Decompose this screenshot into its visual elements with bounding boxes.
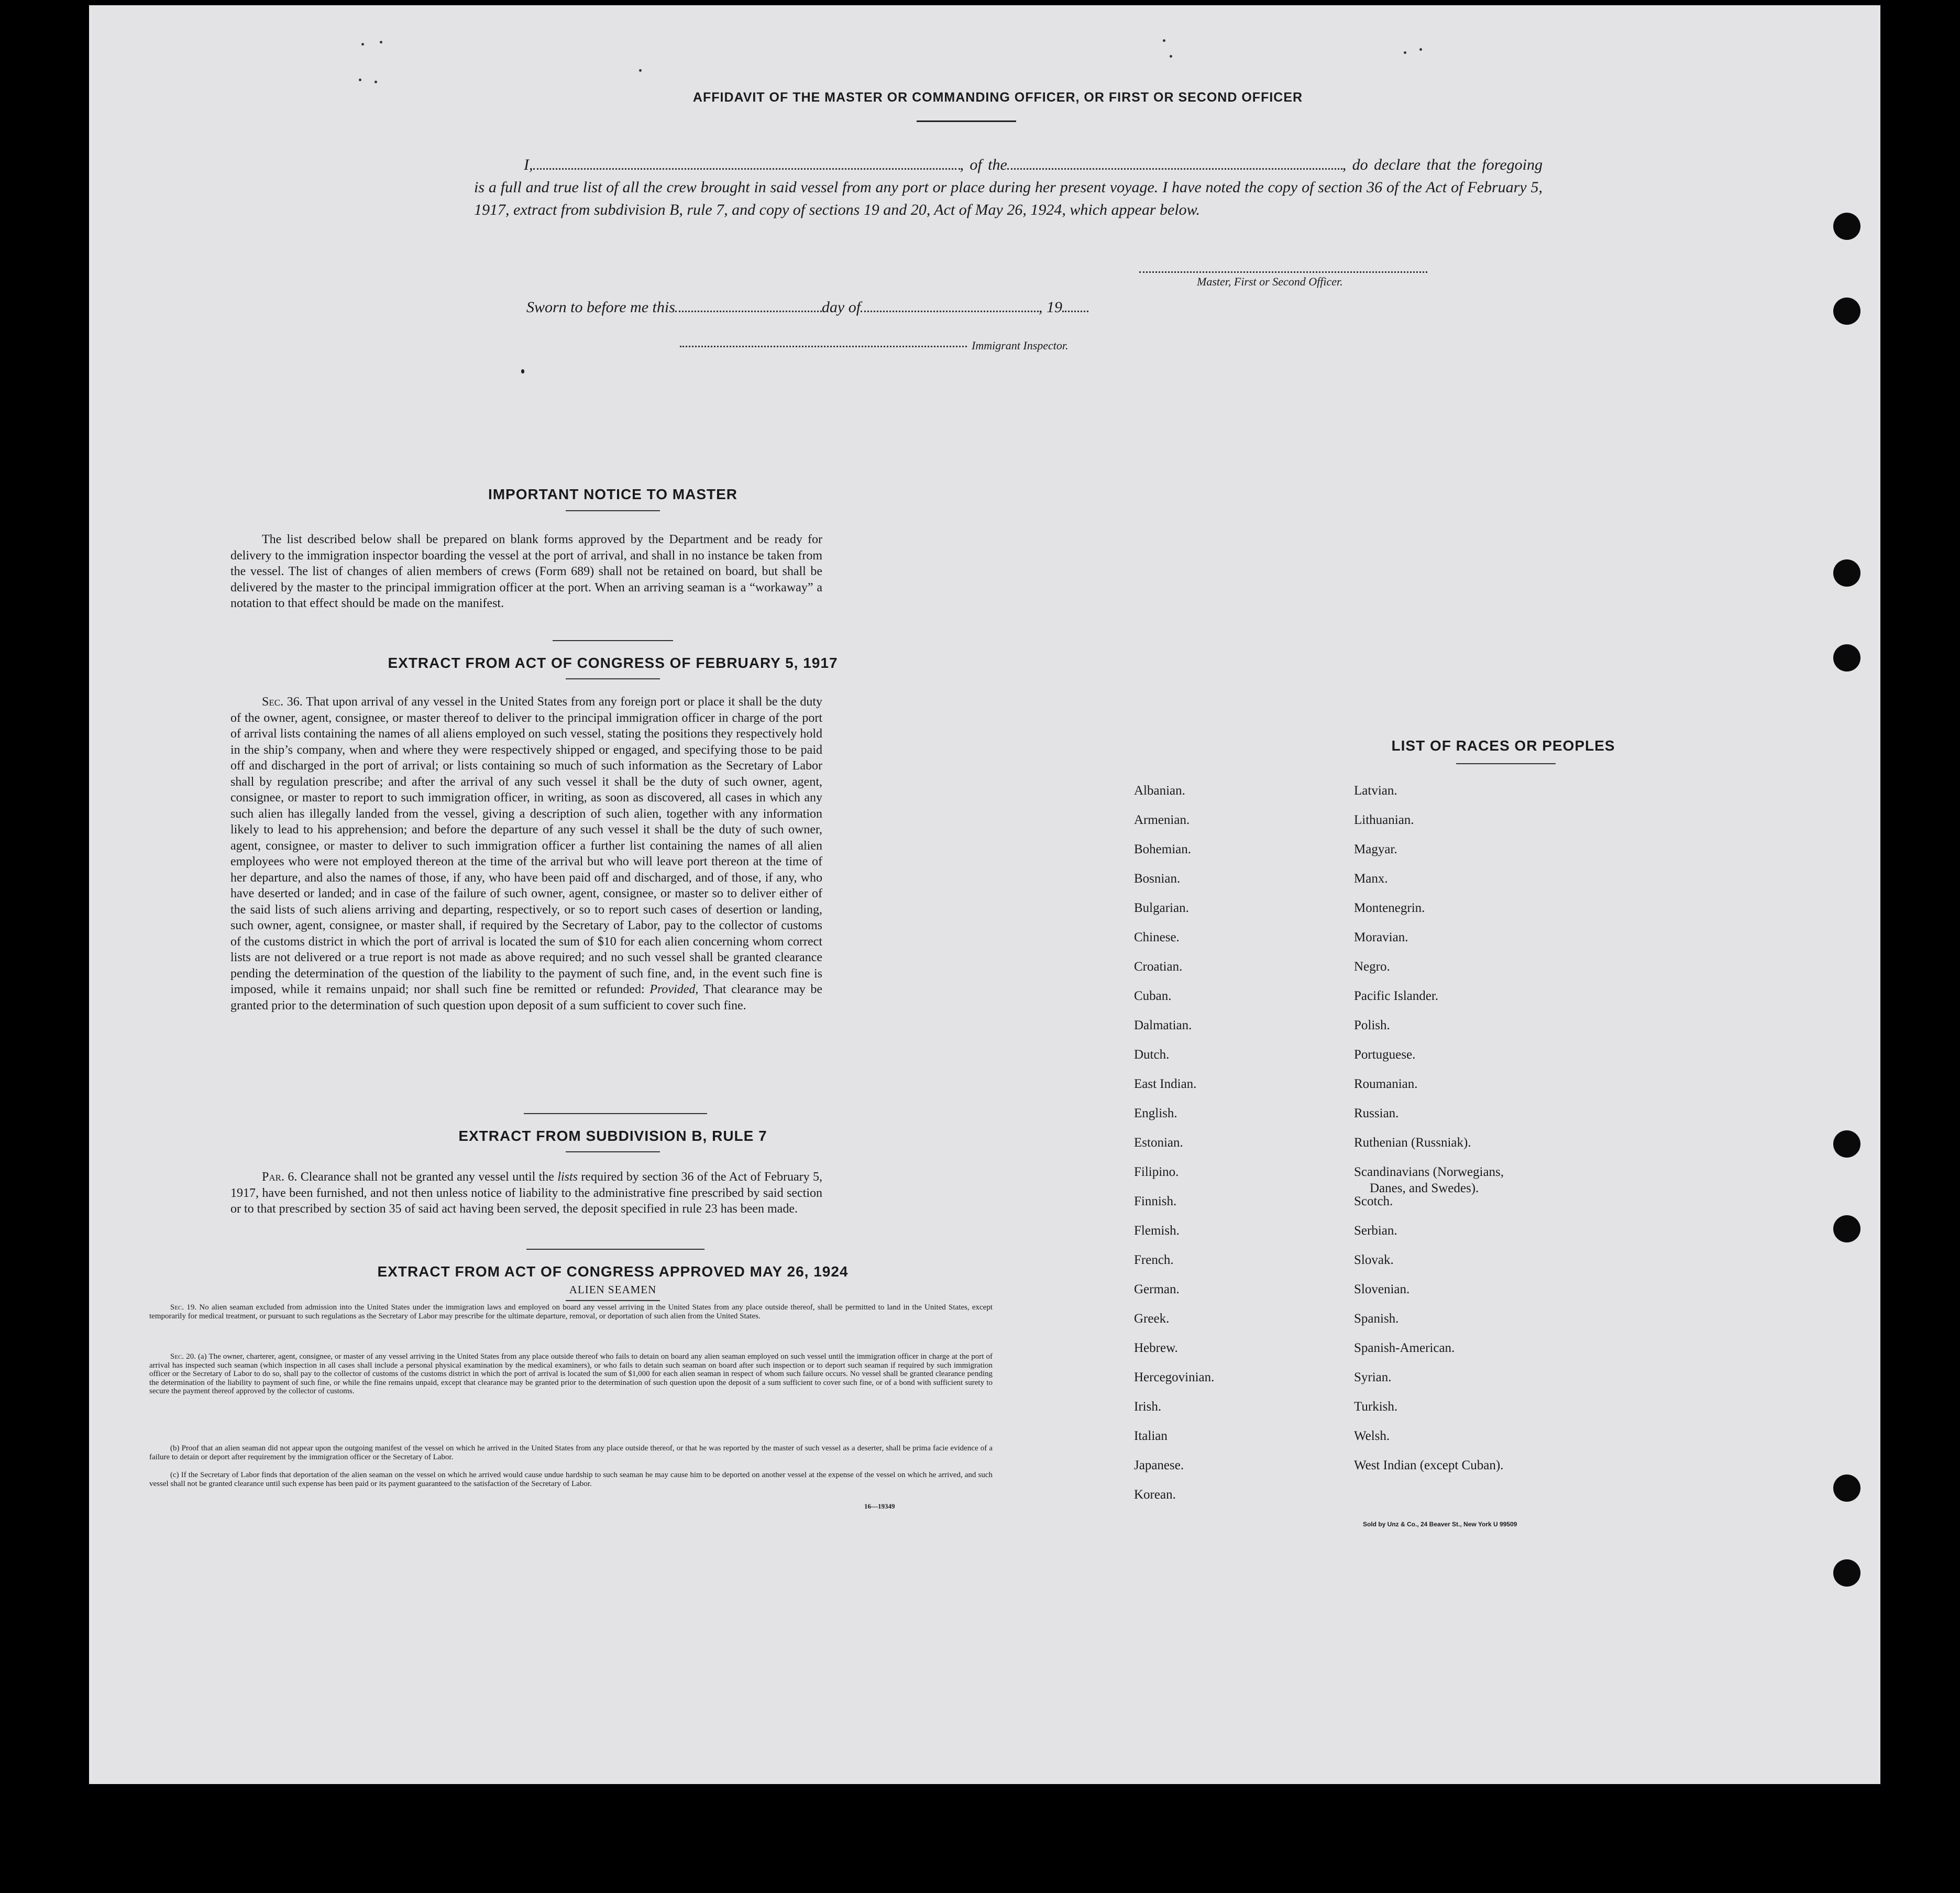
race-item: Hebrew.	[1134, 1341, 1178, 1355]
year-label: , 19	[1039, 299, 1063, 316]
race-item: Chinese.	[1134, 930, 1180, 944]
race-item: Bulgarian.	[1134, 901, 1189, 915]
act-1917-divider	[524, 1113, 707, 1114]
race-item: Filipino.	[1134, 1165, 1179, 1179]
act-1924-sec19	[149, 1303, 993, 1320]
race-item: Ruthenian (Russniak).	[1354, 1136, 1471, 1150]
race-item: Magyar.	[1354, 842, 1397, 856]
race-item: Pacific Islander.	[1354, 989, 1439, 1003]
notice-text: The list described below shall be prepared on blank forms approved by the Department and be ready for delivery to the immigration inspector boarding the vessel at the port of arrival, and shall in no instance be taken from the vessel. The list of changes of alien members of crews (Form 689) shall not be retained on board, but shall be delivered by the master to the principal immigration officer at the port. When an arriving seaman is a “workaway” a notation to that effect should be made on the manifest.	[230, 533, 822, 610]
race-item: Estonian.	[1134, 1136, 1183, 1150]
binder-hole-icon	[1833, 1215, 1860, 1242]
race-item: Negro.	[1354, 960, 1390, 974]
race-item: Welsh.	[1354, 1429, 1390, 1443]
par6-text-b: required by section 36 of the Act of February 5, 1917, have been furnished, and not then unless notice of liability to the administrative fine prescribed by said section or to that prescribed by section 35 of said act having been served, the deposit specified in rule 23 has been made.	[230, 1170, 823, 1216]
sec19-text: No alien seaman excluded from admission into the United States under the immigration laws and employed on board any vessel arriving in the United States from any place outside thereof, shall be permitted to land in the United States, except temporarily for medical treatment, or pursuant to such regulations as the Secretary of Labor may prescribe for the ultimate departure, removal, or deportation of such alien from the United States.	[149, 1303, 993, 1320]
par6-text-a: Clearance shall not be granted any vessel until the	[300, 1170, 554, 1184]
race-item: Bosnian.	[1134, 872, 1181, 886]
affidavit-title: AFFIDAVIT OF THE MASTER OR COMMANDING OFFICER, OR FIRST OR SECOND OFFICER	[692, 90, 1303, 105]
sec36-label: Sec. 36.	[262, 695, 303, 709]
binder-hole-icon	[1833, 1130, 1860, 1158]
race-item: Greek.	[1134, 1312, 1170, 1326]
race-item: Serbian.	[1354, 1224, 1397, 1238]
par6-lists: lists	[557, 1170, 578, 1184]
alien-seamen-subtitle: ALIEN SEAMEN	[569, 1283, 657, 1296]
race-item: English.	[1134, 1106, 1177, 1120]
do-declare-label: , do declare	[1342, 156, 1421, 173]
race-item: Hercegovinian.	[1134, 1370, 1215, 1384]
act-1924-sec20b: (b) Proof that an alien seaman did not appear upon the outgoing manifest of the vessel on which he arrived in the United States from any place outside thereof, or that he was reported by the master of such vessel as a deserter, shall be prima facie evidence of a failure to detain or deport after requirement by the immigration officer or the Secretary of Labor.	[149, 1444, 993, 1461]
par6-label: Par. 6.	[262, 1170, 298, 1184]
race-item: Dalmatian.	[1134, 1018, 1192, 1032]
race-item: West Indian (except Cuban).	[1354, 1458, 1504, 1472]
race-item: East Indian.	[1134, 1077, 1197, 1091]
of-the-label: , of the	[960, 156, 1007, 173]
sec36-text-a: That upon arrival of any vessel in the United States from any foreign port or place it shall be the duty of the owner, agent, consignee, or master thereof to deliver to the principal immigration officer in charge of the port of arrival lists containing the names of all aliens employed on such vessel, stating the positions they respectively hold in the ship’s company, when and where they were respectively shipped or engaged, and specifying those to be paid off and discharged in the port of arrival; or lists containing so much of such information as the Secretary of Labor shall by regulation prescribe; and after the arrival of any such vessel it shall be the duty of such owner, agent, consignee, or master to report to such immigration officer, in writing, as soon as discovered, all cases in which any such alien has illegally landed from the vessel, giving a description of such alien, together with any information likely to lead to his apprehension; and before the departure of any such vessel it shall be the duty of such owner, agent, consignee, or master to deliver to such immigration officer a further list containing the names of all alien employees who were not employed thereon at the time of the arrival but who will leave port thereon at the time of her departure, and also the names of those, if any, who have been paid off and discharged, and of those, if any, who have deserted or landed; and in case of the failure of such owner, agent, consignee, or master so to deliver either of the said lists of such aliens arriving and departing, respectively, or so to report such cases of desertion or landing, such owner, agent, consignee, or master shall, if required by the Secretary of Labor, pay to the collector of customs of the customs district in which the port of arrival is located the sum of $10 for each alien concerning whom correct lists are not delivered or a true report is not made as above required; and no such vessel shall be granted clearance pending the determination of the question of the liability to the payment of such fine, and, in the event such fine is imposed, while it remains unpaid; nor shall such fine be remitted or refunded:	[230, 695, 822, 996]
race-item: Russian.	[1354, 1106, 1399, 1120]
race-item: Scotch.	[1354, 1194, 1393, 1208]
rule7-title: EXTRACT FROM SUBDIVISION B, RULE 7	[458, 1128, 767, 1144]
master-signature-line[interactable]	[1139, 271, 1427, 273]
speck	[375, 81, 377, 83]
speck	[1419, 48, 1422, 51]
race-item: Portuguese.	[1354, 1048, 1416, 1062]
speck	[639, 69, 642, 72]
sworn-day-blank[interactable]	[675, 299, 822, 312]
title-rule	[917, 120, 1016, 122]
race-item: Dutch.	[1134, 1048, 1170, 1062]
act-1917-title: EXTRACT FROM ACT OF CONGRESS OF FEBRUARY 5, 1917	[388, 655, 838, 671]
race-item: Montenegrin.	[1354, 901, 1425, 915]
sec36-text-b: That clearance may be granted prior to the determination of such question upon deposit of a sum sufficient to cover such fine.	[230, 983, 823, 1012]
sworn-line	[526, 299, 1088, 316]
race-item: Syrian.	[1354, 1370, 1392, 1384]
stray-mark	[521, 369, 524, 373]
day-of-label: day of	[821, 299, 861, 316]
race-item: Manx.	[1354, 872, 1388, 886]
document-page	[89, 5, 1880, 1784]
speck	[1170, 55, 1172, 58]
race-item: German.	[1134, 1282, 1180, 1296]
inspector-signature-line[interactable]	[680, 346, 967, 347]
speck	[380, 41, 382, 43]
act-1917-sec36	[230, 694, 822, 1014]
race-item: Japanese.	[1134, 1458, 1184, 1472]
race-item: Albanian.	[1134, 784, 1185, 798]
speck	[361, 43, 364, 46]
race-item: Croatian.	[1134, 960, 1183, 974]
name-blank[interactable]	[533, 157, 960, 170]
rule7-divider	[526, 1249, 704, 1250]
sec20-label: Sec. 20.	[170, 1352, 196, 1361]
sec19-label: Sec. 19.	[170, 1303, 197, 1312]
binder-hole-icon	[1833, 1474, 1860, 1502]
notice-rule	[566, 510, 660, 511]
speck	[359, 79, 361, 81]
act-1924-title: EXTRACT FROM ACT OF CONGRESS APPROVED MAY 26, 1924	[377, 1263, 849, 1280]
speck	[1163, 39, 1165, 42]
form-number: 16—19349	[864, 1502, 895, 1510]
affidavit-declaration	[474, 153, 1543, 221]
race-item: Slovak.	[1354, 1253, 1394, 1267]
speck	[1404, 51, 1406, 54]
race-item: Spanish-American.	[1354, 1341, 1455, 1355]
race-item: Cuban.	[1134, 989, 1172, 1003]
binder-hole-icon	[1833, 1559, 1860, 1587]
race-item: Polish.	[1354, 1018, 1390, 1032]
sworn-label: Sworn to before me this	[526, 299, 675, 316]
binder-hole-icon	[1833, 559, 1860, 587]
rule7-rule	[566, 1151, 660, 1152]
race-item: Danes, and Swedes).	[1370, 1181, 1479, 1195]
seller-imprint: Sold by Unz & Co., 24 Beaver St., New York U 99509	[1363, 1521, 1517, 1528]
sec20a-text: (a) The owner, charterer, agent, consignee, or master of any vessel arriving in the United States from any place outside thereof who fails to detain on board any alien seaman employed on such vessel until the immigration officer in charge at the port of arrival has inspected such seaman (which inspection in all cases shall include a personal physical examination by the medical examiners), or who fails to detain such seaman on board after such inspection or to deport such seaman if required by such immigration officer or the Secretary of Labor to do so, shall pay to the collector of customs of the customs district in which the port of arrival is located the sum of $1,000 for each alien seaman in respect of whom such failure occurs. No vessel shall be granted clearance pending the determination of the liability to payment of such fine, or while the fine remains unpaid, except that clearance may be granted prior to the determination of such question upon the deposit of a sum sufficient to cover such fine, or of a bond with sufficient surety to secure the payment thereof approved by the collector of customs.	[149, 1352, 993, 1396]
act-1924-sec20a	[149, 1352, 993, 1396]
race-item: Italian	[1134, 1429, 1168, 1443]
race-item: Spanish.	[1354, 1312, 1399, 1326]
inspector-label: Immigrant Inspector.	[972, 339, 1069, 352]
binder-hole-icon	[1833, 644, 1860, 672]
sworn-year-blank[interactable]	[1062, 299, 1088, 312]
sworn-month-blank[interactable]	[861, 299, 1039, 312]
binder-hole-icon	[1833, 298, 1860, 325]
act-1924-sec20c: (c) If the Secretary of Labor finds that deportation of the alien seaman on the vessel on which he arrived would cause undue hardship to such seaman he may cause him to be deported on another vessel at the expense of the vessel on which he arrived, and such vessel shall not be granted clearance until such expense has been paid or its payment guaranteed to the satisfaction of the Secretary of Labor.	[149, 1471, 993, 1488]
master-label: Master, First or Second Officer.	[1197, 275, 1343, 288]
sec36-provided: Provided,	[649, 983, 699, 996]
notice-title: IMPORTANT NOTICE TO MASTER	[488, 486, 738, 502]
race-item: Irish.	[1134, 1400, 1162, 1414]
race-item: Moravian.	[1354, 930, 1408, 944]
binder-hole-icon	[1833, 213, 1860, 240]
race-item: Korean.	[1134, 1488, 1176, 1502]
race-item: Latvian.	[1354, 784, 1397, 798]
race-item: Finnish.	[1134, 1194, 1177, 1208]
notice-divider	[553, 640, 673, 641]
act-1924-rule	[566, 1300, 660, 1301]
race-item: Slovenian.	[1354, 1282, 1410, 1296]
race-item: Armenian.	[1134, 813, 1190, 827]
act-1917-rule	[566, 678, 660, 679]
races-rule	[1456, 763, 1556, 764]
race-item: Lithuanian.	[1354, 813, 1414, 827]
rule7-par6	[230, 1169, 822, 1217]
i-label: I,	[524, 156, 533, 173]
race-item: French.	[1134, 1253, 1174, 1267]
affidavit-body: that the foregoing is a full and true list of all the crew brought in said vessel from any port or place during her present voyage. I have noted the copy of section 36 of the Act of February 5, 1917, extract from subdivision B, rule 7, and copy of sections 19 and 20, Act of May 26, 1924, which appear below.	[474, 156, 1543, 218]
race-item: Roumanian.	[1354, 1077, 1418, 1091]
race-item: Bohemian.	[1134, 842, 1192, 856]
race-item: Turkish.	[1354, 1400, 1398, 1414]
race-item: Flemish.	[1134, 1224, 1180, 1238]
races-title: LIST OF RACES OR PEOPLES	[1391, 738, 1615, 754]
vessel-blank[interactable]	[1007, 157, 1342, 170]
race-item: Scandinavians (Norwegians,	[1354, 1165, 1504, 1179]
